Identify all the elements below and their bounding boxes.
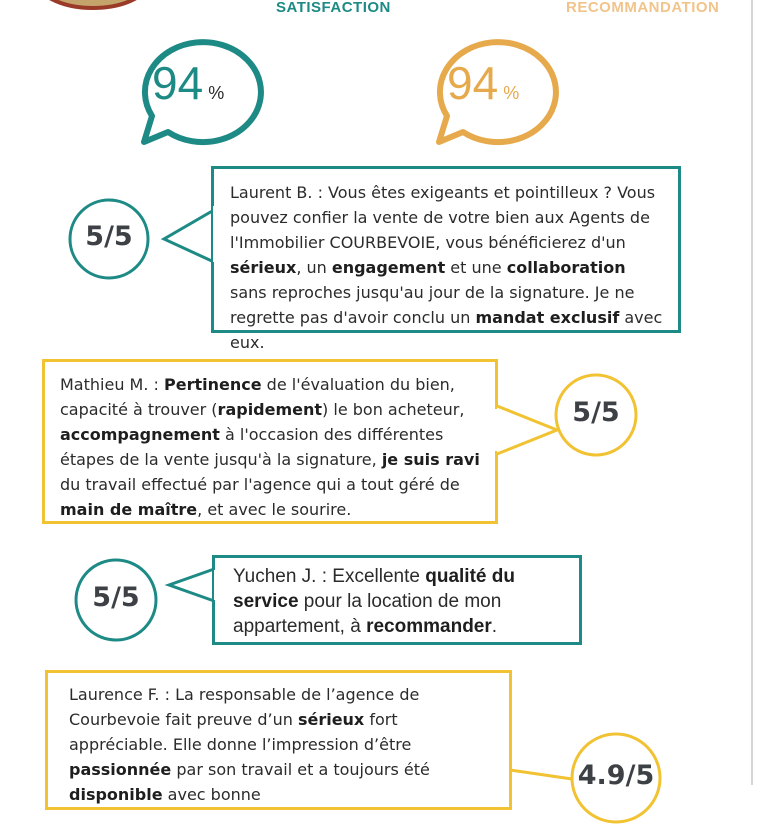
review-highlight: mandat exclusif [475, 308, 620, 327]
review-highlight: sérieux [230, 258, 297, 277]
review-highlight: sérieux [297, 710, 365, 729]
review-1-text [230, 180, 664, 355]
recommendation-gauge [425, 26, 560, 146]
satisfaction-value: 94 [152, 57, 204, 109]
review-highlight: passionnée [69, 760, 172, 779]
review-4-card [45, 670, 512, 810]
review-text-segment: , un [296, 258, 332, 277]
review-text-segment: sans reproches jusqu'au jour de la signature. Je ne regrette pas d'avoir conclu un [230, 283, 635, 327]
review-4-score: 4.9/5 [577, 760, 655, 791]
review-text-segment: à l'occasion des différentes étapes de la vente jusqu'à la signature, [60, 425, 444, 469]
review-2-card [42, 359, 498, 524]
review-highlight: qualité du service [233, 566, 515, 612]
page-edge-divider [751, 0, 753, 785]
review-2-text [60, 372, 481, 522]
review-highlight: disponible [69, 785, 163, 804]
review-highlight: accompagnement [60, 425, 220, 444]
review-text-segment: avec eux. [230, 308, 663, 352]
satisfaction-gauge [130, 26, 265, 146]
review-text-segment: de l'évaluation du bien, capacité à trouver ( [60, 375, 455, 419]
review-highlight: engagement [331, 258, 446, 277]
recommendation-value: 94 [447, 57, 499, 109]
review-text-segment: ) le bon acheteur, [322, 400, 465, 419]
review-3-score: 5/5 [92, 582, 140, 613]
review-text-segment: , et avec le sourire. [197, 500, 352, 519]
review-text-segment: Mathieu M. : [60, 375, 164, 394]
review-highlight: collaboration [506, 258, 626, 277]
review-highlight: recommander [366, 616, 492, 637]
review-text-segment: pour la location de mon appartement, à [233, 591, 502, 637]
review-3-text [233, 564, 567, 639]
review-3-card [212, 555, 582, 645]
review-text-segment: avec bonne [162, 785, 261, 804]
review-text-segment: Laurent B. : Vous êtes exigeants et pointilleux ? Vous pouvez confier la vente de votre bien aux Agents de l'Immobilier COURBEVOIE, vous bénéficierez d'un [230, 183, 656, 252]
review-text-segment: . [491, 616, 498, 637]
review-2-score: 5/5 [572, 397, 620, 428]
review-text-segment: et une [445, 258, 507, 277]
satisfaction-unit: % [208, 83, 225, 103]
review-highlight: Pertinence [164, 375, 262, 394]
satisfaction-heading: SATISFACTION [276, 0, 391, 16]
review-highlight: rapidement [217, 400, 323, 419]
logo-badge [28, 0, 158, 20]
review-1-score: 5/5 [85, 221, 133, 252]
review-text-segment: Laurence F. : La responsable de l’agence de Courbevoie fait preuve d’un [69, 685, 420, 729]
review-highlight: main de maître [60, 500, 198, 519]
review-text-segment: par son travail et a toujours été [171, 760, 430, 779]
review-4-text [69, 682, 495, 807]
review-highlight: je suis ravi [381, 450, 480, 469]
review-text-segment: fort appréciable. Elle donne l’impression d’être [69, 710, 412, 754]
recommendation-heading: RECOMMANDATION [566, 0, 720, 16]
review-text-segment: Yuchen J. : Excellente [233, 566, 426, 587]
review-text-segment: du travail effectué par l'agence qui a tout géré de [60, 475, 460, 494]
recommendation-unit: % [503, 83, 520, 103]
review-1-card [211, 166, 681, 352]
